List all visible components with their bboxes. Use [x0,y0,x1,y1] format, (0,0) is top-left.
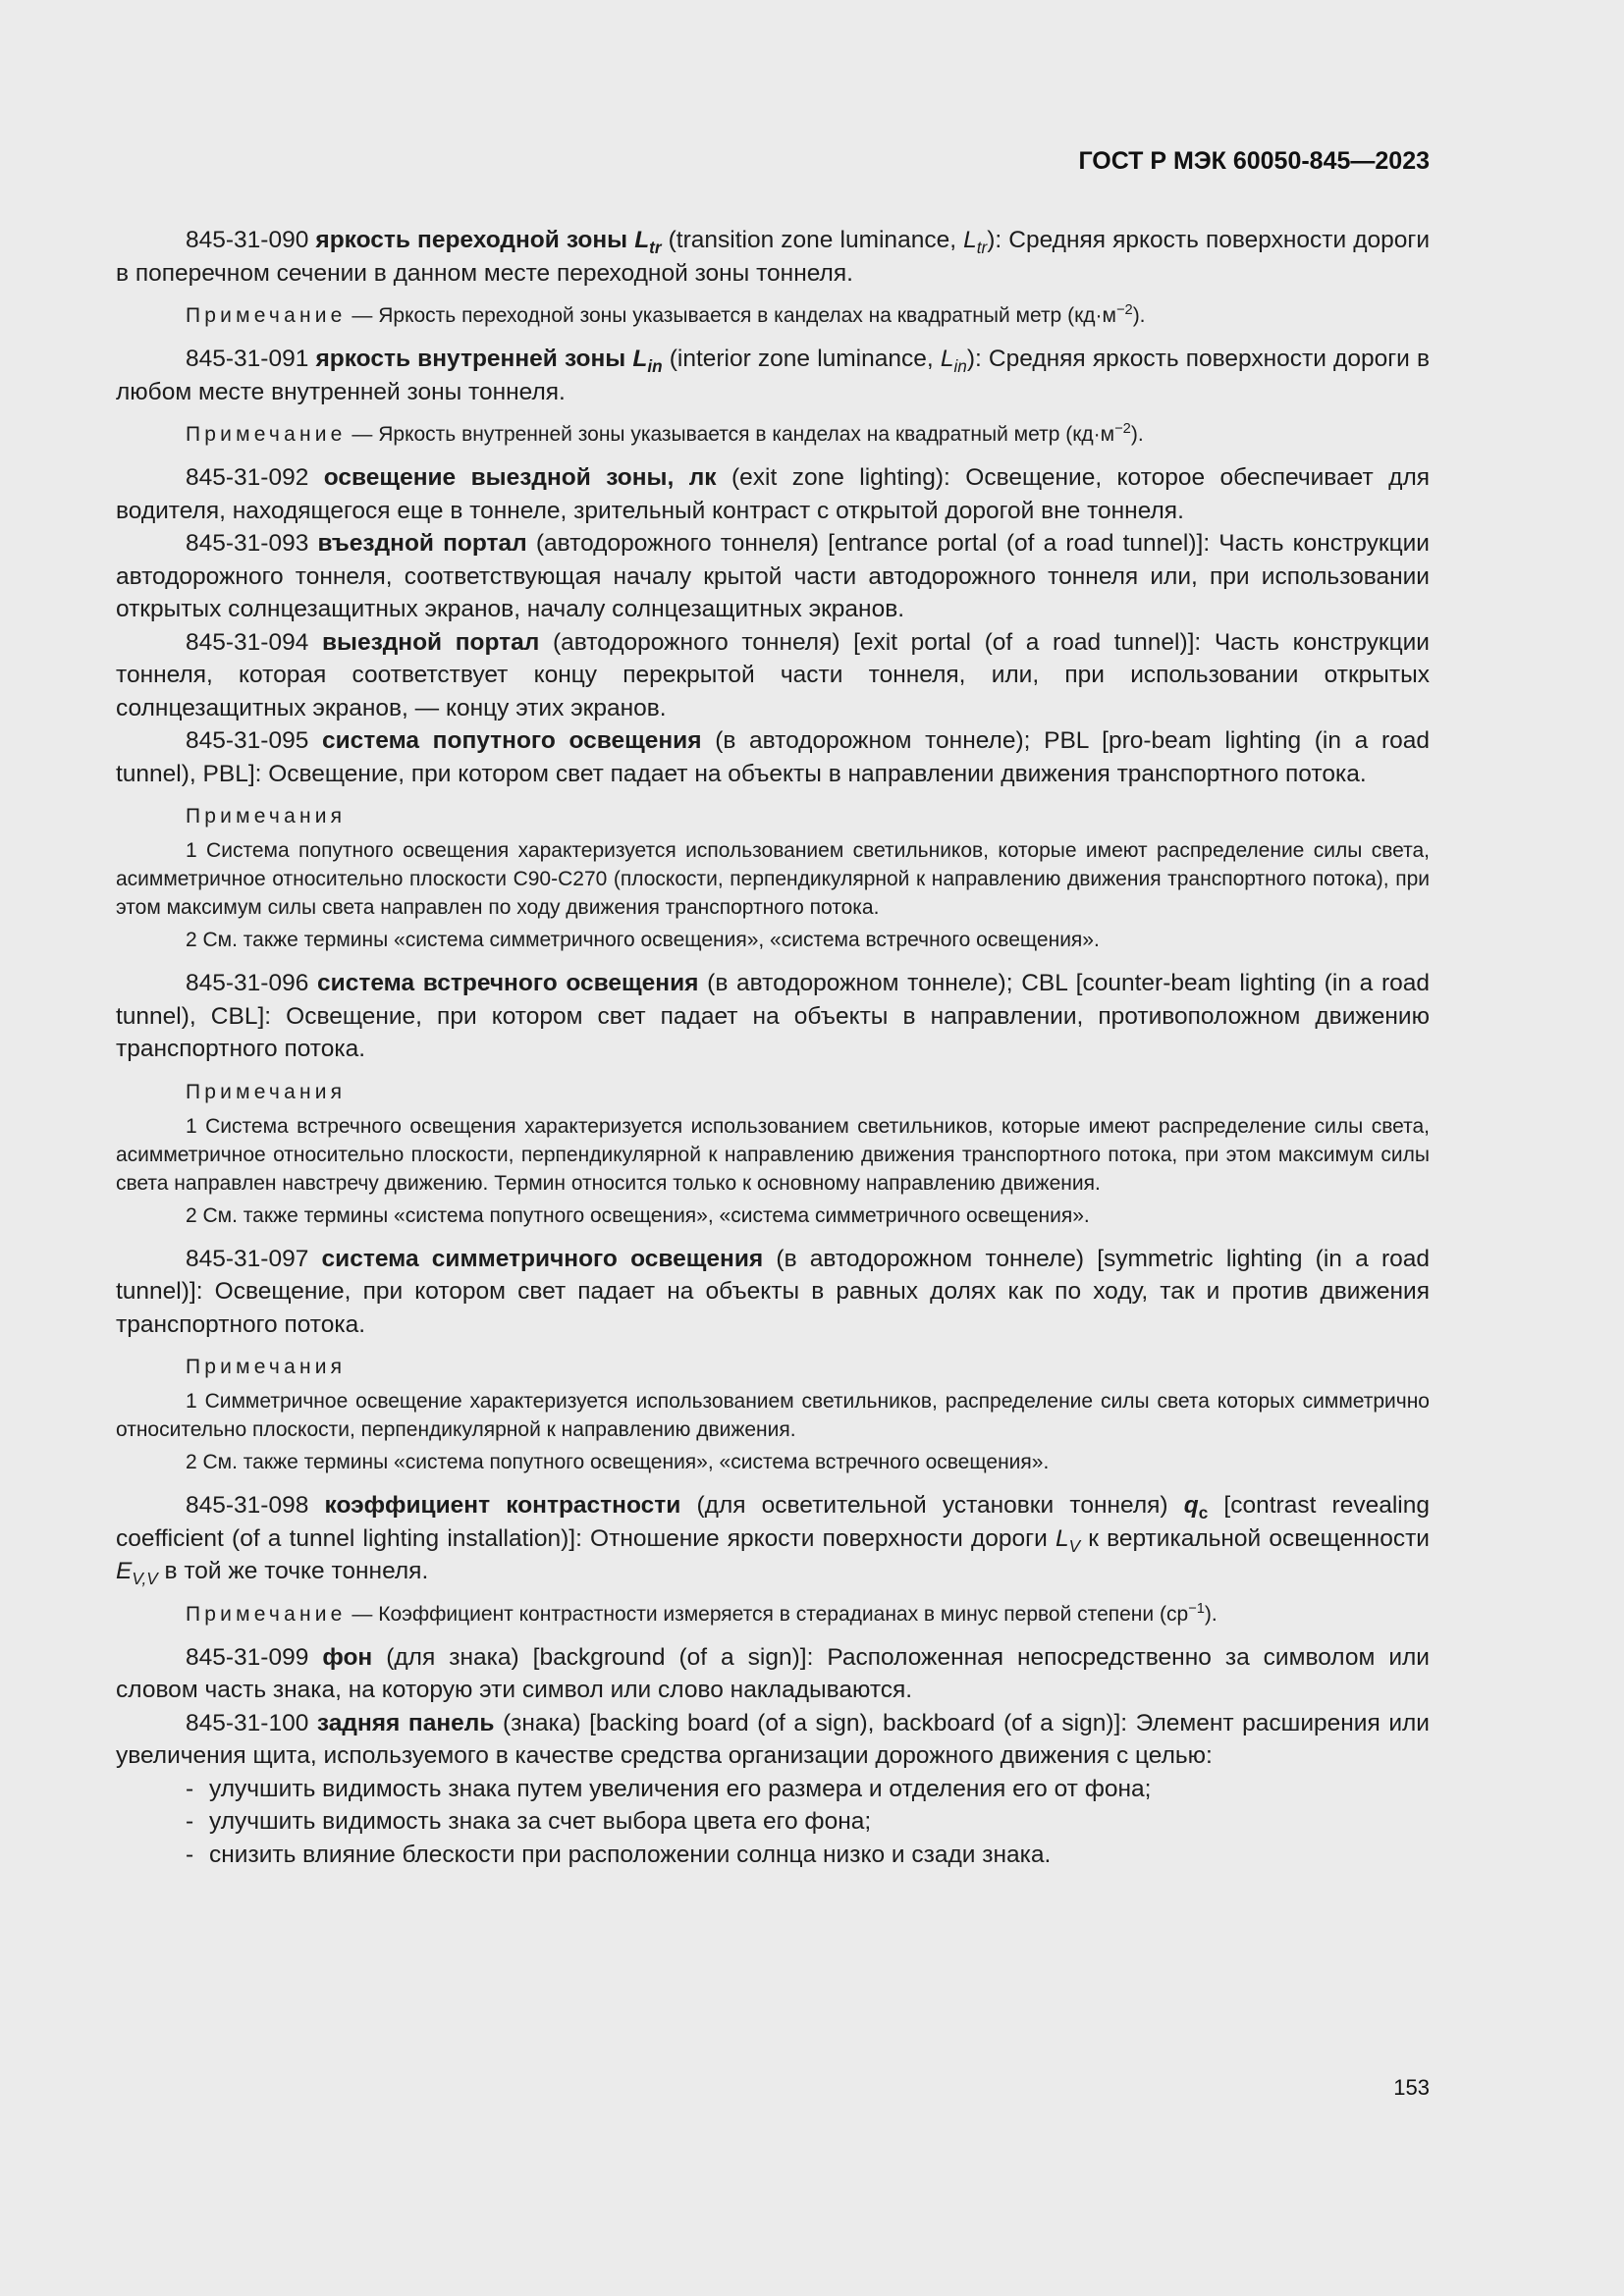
note-098: Примечание — Коэффициент контрастности измеряется в стерадианах в минус первой степени $(ср^{-1})$. [186,1600,1218,1626]
term-entry-093: 845-31-093 въездной портал (автодорожного тоннеля) [entrance portal (of a road tunnel)]: Часть конструкции автодорожного тоннеля, соответствующая началу крытой части автодорожного тоннеля или, при использовании открытых солнцезащитных экранов, началу солнцезащитных экранов. [116,530,1430,622]
term-entry-090: 845-31-090 яркость переходной зоны $L_{tr}$ (transition zone luminance, $L_{tr}$): Средняя яркость поверхности дороги в поперечном сечении в данном месте переходной зоны тоннеля. [116,227,1431,287]
notes-heading-096: Примечания [186,1080,347,1103]
term-entry-091: 845-31-091 яркость внутренней зоны $L_{in}$ (interior zone luminance, $L_{in}$): Средняя яркость поверхности дороги в любом месте внутренней зоны тоннеля. [116,346,1431,405]
term-entry-096: 845-31-096 система встречного освещения (в автодорожном тоннеле); CBL [counter-beam lighting (in a road tunnel), CBL]: Освещение, при котором свет падает на объекты в направлении, противоположном движению транспортного потока. [116,970,1430,1062]
term-entry-097: 845-31-097 система симметричного освещения (в автодорожном тоннеле) [symmetric lighting (in a road tunnel)]: Освещение, при котором свет падает на объекты в равных долях как по ходу, так и против движения транспортного потока. [116,1245,1430,1338]
note-096-1: 1 Система встречного освещения характеризуется использованием светильников, которые имеют распределение силы света, асимметричное относительно плоскости, перпендикулярной к направлению движения транспортного потока, при этом максимум силы света направлен навстречу движению. Термин относится только к основному направлению движения. [116,1114,1430,1195]
note-096-2: 2 См. также термины «система попутного освещения», «система симметричного освещения». [186,1203,1090,1227]
note-095-2: 2 См. также термины «система симметричного освещения», «система встречного освещения». [186,929,1100,951]
note-090: Примечание — Яркость переходной зоны указывается в канделах на квадратный метр $(кд\cdot м^{-2})$. [186,302,1146,327]
standard-header: ГОСТ Р МЭК 60050-845—2023 [1078,147,1430,175]
term-entry-095: 845-31-095 система попутного освещения (в автодорожном тоннеле); PBL [pro-beam lighting (in a road tunnel), PBL]: Освещение, при котором свет падает на объекты в направлении движения транспортного потока. [116,727,1430,787]
note-091: Примечание — Яркость внутренней зоны указывается в канделах на квадратный метр $(кд\cdot м^{-2})$. [186,421,1144,446]
note-097-1: 1 Симметричное освещение характеризуется использованием светильников, распределение силы света которых симметрично относительно плоскости, перпендикулярной к направлению движения. [116,1390,1430,1441]
term-entry-094: 845-31-094 выездной портал (автодорожного тоннеля) [exit portal (of a road tunnel)]: Часть конструкции тоннеля, которая соответствует концу перекрытой части тоннеля, или, при использовании открытых солнцезащитных экранов, — концу этих экранов. [116,628,1430,721]
list-item: - улучшить видимость знака за счет выбора цвета его фона; [186,1808,872,1835]
notes-heading-095: Примечания [186,805,347,828]
term-entry-100: 845-31-100 задняя панель (знака) [backing board (of a sign), backboard (of a sign)]: Элемент расширения или увеличения щита, используемого в качестве средства организации дорожного движения с целью: [116,1709,1430,1769]
list-item: - улучшить видимость знака путем увеличения его размера и отделения его от фона; [186,1775,1152,1802]
term-entry-099: 845-31-099 фон (для знака) [background (of a sign)]: Расположенная непосредственно за символом или словом часть знака, на которую эти символ или слово накладываются. [116,1643,1430,1703]
page-number: 153 [1393,2075,1430,2100]
notes-heading-097: Примечания [186,1356,347,1378]
note-095-1: 1 Система попутного освещения характеризуется использованием светильников, которые имеют распределение силы света, асимметричное относительно плоскости С90-С270 (плоскости, перпендикулярной к направлению движения транспортного потока), при этом максимум силы света направлен по ходу движения транспортного потока. [116,839,1430,919]
term-entry-092: 845-31-092 освещение выездной зоны, лк (exit zone lighting): Освещение, которое обеспечивает для водителя, находящегося еще в тоннеле, зрительный контраст с открытой дорогой вне тоннеля. [116,464,1431,524]
list-item: - снизить влияние блескости при расположении солнца низко и сзади знака. [186,1841,1052,1868]
note-097-2: 2 См. также термины «система попутного освещения», «система встречного освещения». [186,1451,1050,1473]
term-entry-098: 845-31-098 коэффициент контрастности (для осветительной установки тоннеля) $q_c$ [contrast revealing coefficient (of a tunnel lighting installation)]: Отношение яркости поверхности дороги $L_V$ к вертикальной освещенности $E_{V,V}$ в той же точке тоннеля. [116,1492,1430,1588]
page-content [116,224,1430,1871]
